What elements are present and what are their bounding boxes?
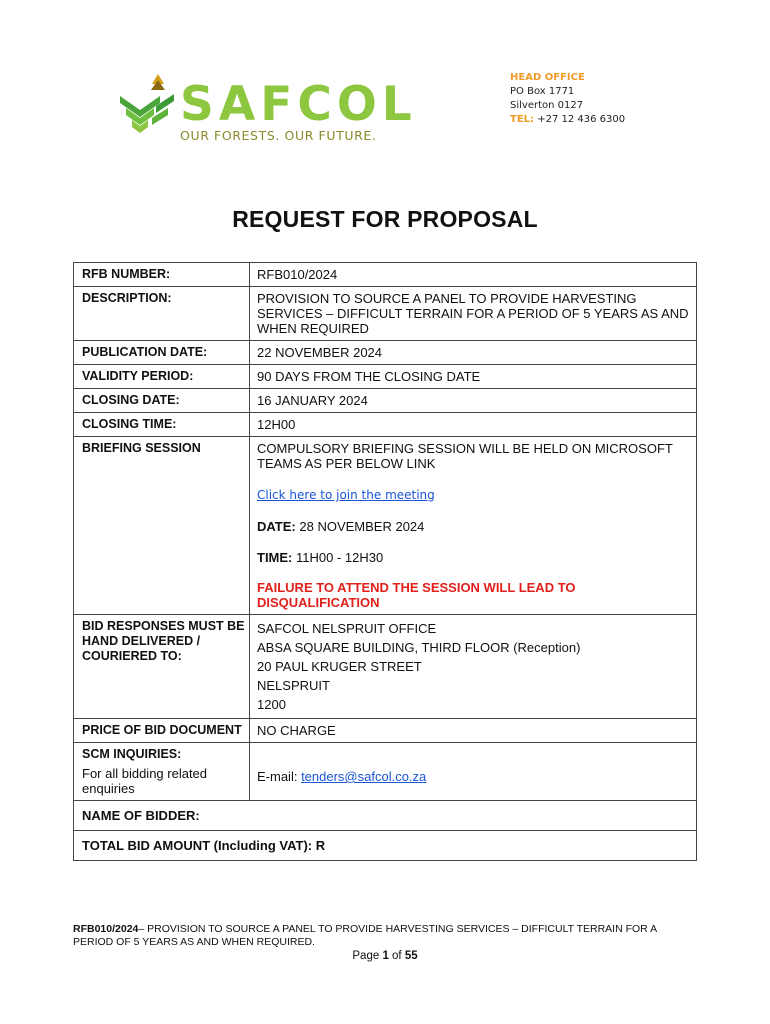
- address-line: ABSA SQUARE BUILDING, THIRD FLOOR (Reception): [257, 640, 581, 655]
- row-closing-time: [74, 413, 697, 437]
- page-current: 1: [382, 950, 389, 962]
- page-prefix: Page: [352, 950, 383, 962]
- total-bid-amount-field: TOTAL BID AMOUNT (Including VAT): R: [74, 831, 697, 861]
- row-scm-inquiries: [74, 743, 697, 801]
- briefing-session-label: BRIEFING SESSION: [74, 437, 250, 615]
- row-briefing-session: [74, 437, 697, 615]
- briefing-time-label: TIME:: [257, 550, 293, 565]
- description-value: PROVISION TO SOURCE A PANEL TO PROVIDE HARVESTING SERVICES – DIFFICULT TERRAIN FOR A PERIOD OF 5 YEARS AS AND WHEN REQUIRED: [250, 287, 697, 341]
- page-number: [0, 950, 770, 962]
- logo-wordmark: SAFCOL: [180, 77, 417, 132]
- row-publication-date: [74, 341, 697, 365]
- delivery-address: [250, 615, 697, 719]
- rfp-details-table: [73, 262, 697, 861]
- scm-inquiries-note: For all bidding related enquiries: [82, 766, 208, 796]
- email-label: E-mail:: [257, 769, 302, 784]
- address-line: SAFCOL NELSPRUIT OFFICE: [257, 621, 437, 636]
- safcol-logo: [118, 70, 417, 150]
- price-label: PRICE OF BID DOCUMENT: [74, 719, 250, 743]
- head-office-tel: [510, 113, 625, 127]
- head-office-title: HEAD OFFICE: [510, 72, 585, 83]
- bid-responses-label: BID RESPONSES MUST BE HAND DELIVERED / COURIERED TO:: [74, 615, 250, 719]
- row-closing-date: [74, 389, 697, 413]
- row-total-bid-amount: [74, 831, 697, 861]
- publication-date-value: 22 NOVEMBER 2024: [250, 341, 697, 365]
- validity-period-label: VALIDITY PERIOD:: [74, 365, 250, 389]
- footer-ref: RFB010/2024: [73, 923, 139, 935]
- validity-period-value: 90 DAYS FROM THE CLOSING DATE: [250, 365, 697, 389]
- logo-tagline: OUR FORESTS. OUR FUTURE.: [180, 128, 377, 143]
- closing-time-value: 12H00: [250, 413, 697, 437]
- page-title: REQUEST FOR PROPOSAL: [232, 206, 538, 232]
- rfb-number-label: RFB NUMBER:: [74, 263, 250, 287]
- closing-time-label: CLOSING TIME:: [74, 413, 250, 437]
- briefing-time-value: 11H00 - 12H30: [292, 550, 384, 565]
- row-bid-responses: [74, 615, 697, 719]
- closing-date-value: 16 JANUARY 2024: [250, 389, 697, 413]
- footer-text: – PROVISION TO SOURCE A PANEL TO PROVIDE HARVESTING SERVICES – DIFFICULT TERRAIN FOR A PERIOD OF 5 YEARS AS AND WHEN REQUIRED.: [73, 923, 657, 948]
- price-value: NO CHARGE: [250, 719, 697, 743]
- scm-inquiries-cell: [74, 743, 250, 801]
- briefing-date: [257, 519, 690, 534]
- tel-value: +27 12 436 6300: [537, 114, 626, 125]
- page-total: 55: [404, 950, 418, 962]
- page-of: of: [388, 950, 405, 962]
- address-line: 1200: [257, 697, 286, 712]
- tel-label: TEL:: [510, 114, 535, 125]
- head-office-po-box: PO Box 1771: [510, 86, 575, 97]
- tenders-email-link[interactable]: tenders@safcol.co.za: [301, 769, 427, 784]
- briefing-time: [257, 550, 690, 565]
- rfb-number-value: RFB010/2024: [250, 263, 697, 287]
- briefing-session-value: [250, 437, 697, 615]
- description-label: DESCRIPTION:: [74, 287, 250, 341]
- tree-emblem-icon: [118, 70, 180, 140]
- briefing-text: COMPULSORY BRIEFING SESSION WILL BE HELD ON MICROSOFT TEAMS AS PER BELOW LINK: [257, 441, 673, 471]
- row-price-of-bid: [74, 719, 697, 743]
- disqualification-warning: FAILURE TO ATTEND THE SESSION WILL LEAD TO DISQUALIFICATION: [257, 580, 576, 610]
- row-rfb-number: [74, 263, 697, 287]
- closing-date-label: CLOSING DATE:: [74, 389, 250, 413]
- briefing-date-value: 28 NOVEMBER 2024: [295, 519, 425, 534]
- scm-inquiries-label: SCM INQUIRIES:: [82, 747, 182, 761]
- join-meeting-link[interactable]: Click here to join the meeting: [257, 488, 435, 502]
- address-line: NELSPRUIT: [257, 678, 330, 693]
- publication-date-label: PUBLICATION DATE:: [74, 341, 250, 365]
- row-description: [74, 287, 697, 341]
- head-office-block: [510, 71, 625, 127]
- row-validity-period: [74, 365, 697, 389]
- head-office-city: Silverton 0127: [510, 100, 584, 111]
- page-footer: [73, 923, 697, 949]
- row-name-of-bidder: [74, 801, 697, 831]
- address-line: 20 PAUL KRUGER STREET: [257, 659, 422, 674]
- briefing-date-label: DATE:: [257, 519, 296, 534]
- scm-email-cell: [250, 743, 697, 801]
- name-of-bidder-field: NAME OF BIDDER:: [74, 801, 697, 831]
